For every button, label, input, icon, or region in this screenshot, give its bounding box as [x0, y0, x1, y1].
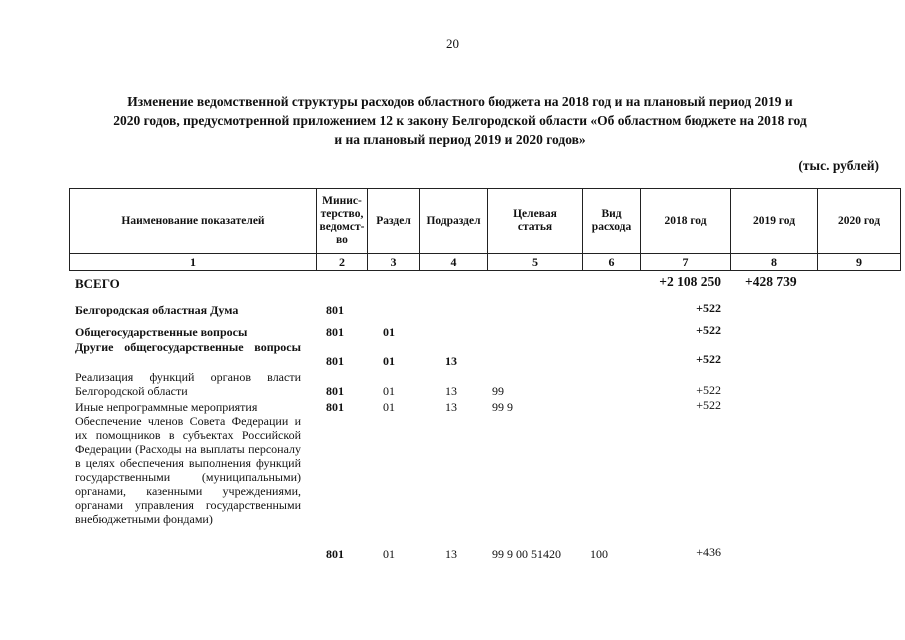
row-name: Обеспечение членов Совета Федерации и их помощников в субъектах Российской Федерации (Расходы на выплаты персоналу в целях обеспечения выполнения функций государственными (муниципальными) органами, казенными учреждениями, органами управления государственными внебюджетными фондами) — [75, 414, 301, 526]
row-ministry: 801 — [326, 354, 344, 368]
header-target-line: статья — [517, 221, 553, 233]
units-label: (тыс. рублей) — [798, 158, 879, 173]
title-line: 2020 годов, предусмотренной приложением 12 к закону Белгородской области «Об областном бюджете на 2018 год — [113, 113, 807, 128]
header-ministry-line: Минис- — [322, 195, 362, 207]
header-ministry-line: во — [336, 234, 348, 246]
row-section: 01 — [383, 400, 395, 414]
col-number: 6 — [583, 254, 641, 271]
row-section: 01 — [383, 384, 395, 398]
header-type-line: расхода — [591, 221, 632, 233]
row-subsection: 13 — [445, 400, 457, 414]
row-target: 99 9 — [492, 400, 513, 414]
col-number: 2 — [317, 254, 368, 271]
col-number: 9 — [818, 254, 901, 271]
row-section: 01 — [383, 325, 395, 339]
col-number: 4 — [420, 254, 488, 271]
header-type-line: Вид — [601, 208, 622, 220]
row-name: Общегосударственные вопросы — [75, 325, 248, 339]
row-expense-type: 100 — [590, 547, 608, 561]
header-2018: 2018 год — [641, 189, 731, 254]
row-2018: +436 — [696, 545, 721, 559]
header-name: Наименование показателей — [70, 189, 317, 254]
col-number: 5 — [488, 254, 583, 271]
row-name: Белгородская областная Дума — [75, 303, 239, 317]
row-name: Иные непрограммные мероприятия — [75, 400, 258, 414]
header-section: Раздел — [368, 189, 420, 254]
row-target: 99 9 00 51420 — [492, 547, 561, 561]
row-section: 01 — [383, 354, 395, 368]
row-subsection: 13 — [445, 384, 457, 398]
header-2020: 2020 год — [818, 189, 901, 254]
col-number: 1 — [70, 254, 317, 271]
row-2019: +428 739 — [745, 274, 797, 289]
header-target-line: Целевая — [513, 208, 557, 220]
header-ministry-line: терство, — [320, 208, 364, 220]
row-ministry: 801 — [326, 400, 344, 414]
row-name: Реализация функций органов власти Белгородской области — [75, 370, 301, 398]
row-subsection: 13 — [445, 354, 457, 368]
row-name: Другие общегосударственные вопросы — [75, 340, 301, 354]
row-name: ВСЕГО — [75, 276, 120, 291]
col-number: 8 — [731, 254, 818, 271]
row-2018: +522 — [696, 301, 721, 315]
header-ministry-line: ведомст- — [319, 221, 365, 233]
row-2018: +522 — [696, 323, 721, 337]
row-ministry: 801 — [326, 303, 344, 317]
page-number: 20 — [446, 36, 459, 51]
row-ministry: 801 — [326, 325, 344, 339]
row-subsection: 13 — [445, 547, 457, 561]
header-2019: 2019 год — [731, 189, 818, 254]
title-line: Изменение ведомственной структуры расходов областного бюджета на 2018 год и на плановый период 2019 и — [127, 94, 793, 109]
row-2018: +522 — [696, 352, 721, 366]
col-number: 7 — [641, 254, 731, 271]
row-ministry: 801 — [326, 384, 344, 398]
row-2018: +522 — [696, 383, 721, 397]
row-section: 01 — [383, 547, 395, 561]
row-target: 99 — [492, 384, 504, 398]
col-number: 3 — [368, 254, 420, 271]
title-line: и на плановый период 2019 и 2020 годов» — [334, 132, 586, 147]
row-2018: +2 108 250 — [659, 274, 721, 289]
header-subsection: Подраздел — [420, 189, 488, 254]
row-ministry: 801 — [326, 547, 344, 561]
row-2018: +522 — [696, 398, 721, 412]
